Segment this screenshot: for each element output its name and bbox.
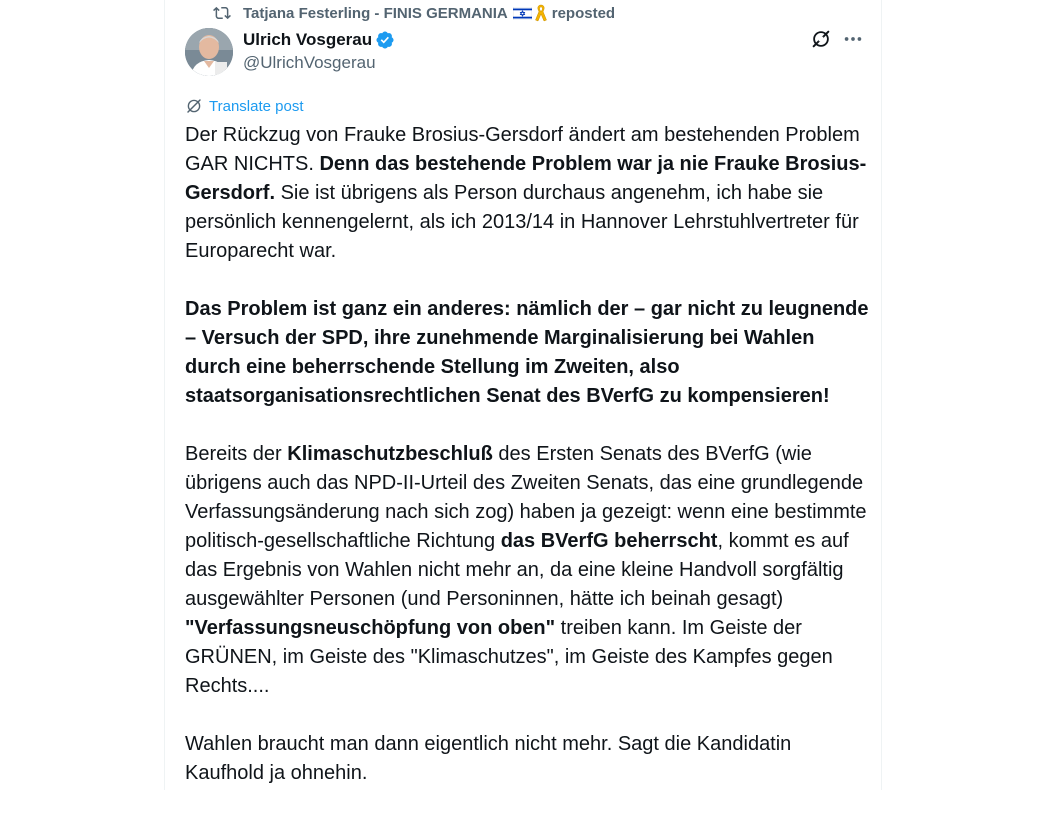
translate-post-link[interactable] bbox=[185, 96, 304, 116]
author-handle[interactable]: @UlrichVosgerau bbox=[243, 53, 376, 72]
post-paragraph-2 bbox=[185, 295, 875, 411]
author-name[interactable]: Ulrich Vosgerau bbox=[243, 30, 373, 49]
translate-icon bbox=[185, 97, 203, 115]
post-paragraph-4 bbox=[185, 730, 875, 788]
post-text-bold: "Verfassungsneuschöpfung von oben" bbox=[185, 617, 556, 639]
repost-icon bbox=[213, 4, 231, 22]
post-text-span: des Ersten Senats des BVerfG (wie übrigens auch das NPD-II-Urteil des Zweiten Senats, das eine grundlegende Verfassungsänderung nach sich zog) haben ja gezeigt: wenn eine bestimmte politisch-gesellschaftliche Richtung bbox=[185, 443, 867, 552]
avatar[interactable] bbox=[185, 28, 233, 76]
post-text bbox=[185, 121, 875, 817]
yellow-ribbon-icon bbox=[534, 4, 548, 22]
israel-flag-icon bbox=[513, 7, 532, 20]
author-block bbox=[243, 29, 395, 73]
translate-post-label[interactable]: Translate post bbox=[209, 97, 304, 115]
more-icon[interactable] bbox=[842, 28, 864, 50]
repost-user-name[interactable]: Tatjana Festerling - FINIS GERMANIA bbox=[243, 4, 508, 22]
post-text-span: Wahlen braucht man dann eigentlich nicht mehr. Sagt die Kandidatin Kaufhold ja ohnehin. bbox=[185, 733, 792, 784]
post-text-span: , kommt es auf das Ergebnis von Wahlen nicht mehr an, da eine kleine Handvoll sorgfältig ausgewählter Personen (und Personinnen, hätte ich beinah gesagt) bbox=[185, 530, 849, 610]
grok-icon[interactable] bbox=[810, 28, 832, 50]
timeline-column bbox=[164, 0, 882, 790]
post-text-bold: Klimaschutzbeschluß bbox=[287, 443, 493, 465]
post-text-span: Der Rückzug von Frauke Brosius-Gersdorf ändert am bestehenden Problem GAR NICHTS. bbox=[185, 124, 860, 175]
post-text-bold: Das Problem ist ganz ein anderes: nämlich der – gar nicht zu leugnende – Versuch der SPD, ihre zunehmende Marginalisierung bei Wahlen durch eine beherrschende Stellung im Zweiten, also staatsorganisationsrechtlichen Senat des BVerfG zu kompensieren! bbox=[185, 298, 869, 407]
post-text-span: treiben kann. Im Geiste der GRÜNEN, im Geiste des "Klimaschutzes", im Geiste des Kampfes gegen Rechts.... bbox=[185, 617, 833, 697]
avatar-image bbox=[185, 28, 233, 76]
post-paragraph-3 bbox=[185, 440, 875, 701]
post-text-span: Bereits der bbox=[185, 443, 288, 465]
post-text-bold: das BVerfG beherrscht bbox=[500, 530, 718, 552]
repost-indicator[interactable] bbox=[213, 3, 615, 23]
post-text-bold: Denn das bestehende Problem war ja nie Frauke Brosius-Gersdorf. bbox=[185, 153, 867, 204]
post-paragraph-1 bbox=[185, 121, 875, 266]
repost-suffix: reposted bbox=[551, 4, 616, 22]
verified-badge-icon[interactable] bbox=[375, 30, 395, 50]
post-text-span: Sie ist übrigens als Person durchaus angenehm, ich habe sie persönlich kennengelernt, als ich 2013/14 in Hannover Lehrstuhlvertreter für Europarecht war. bbox=[185, 182, 859, 262]
